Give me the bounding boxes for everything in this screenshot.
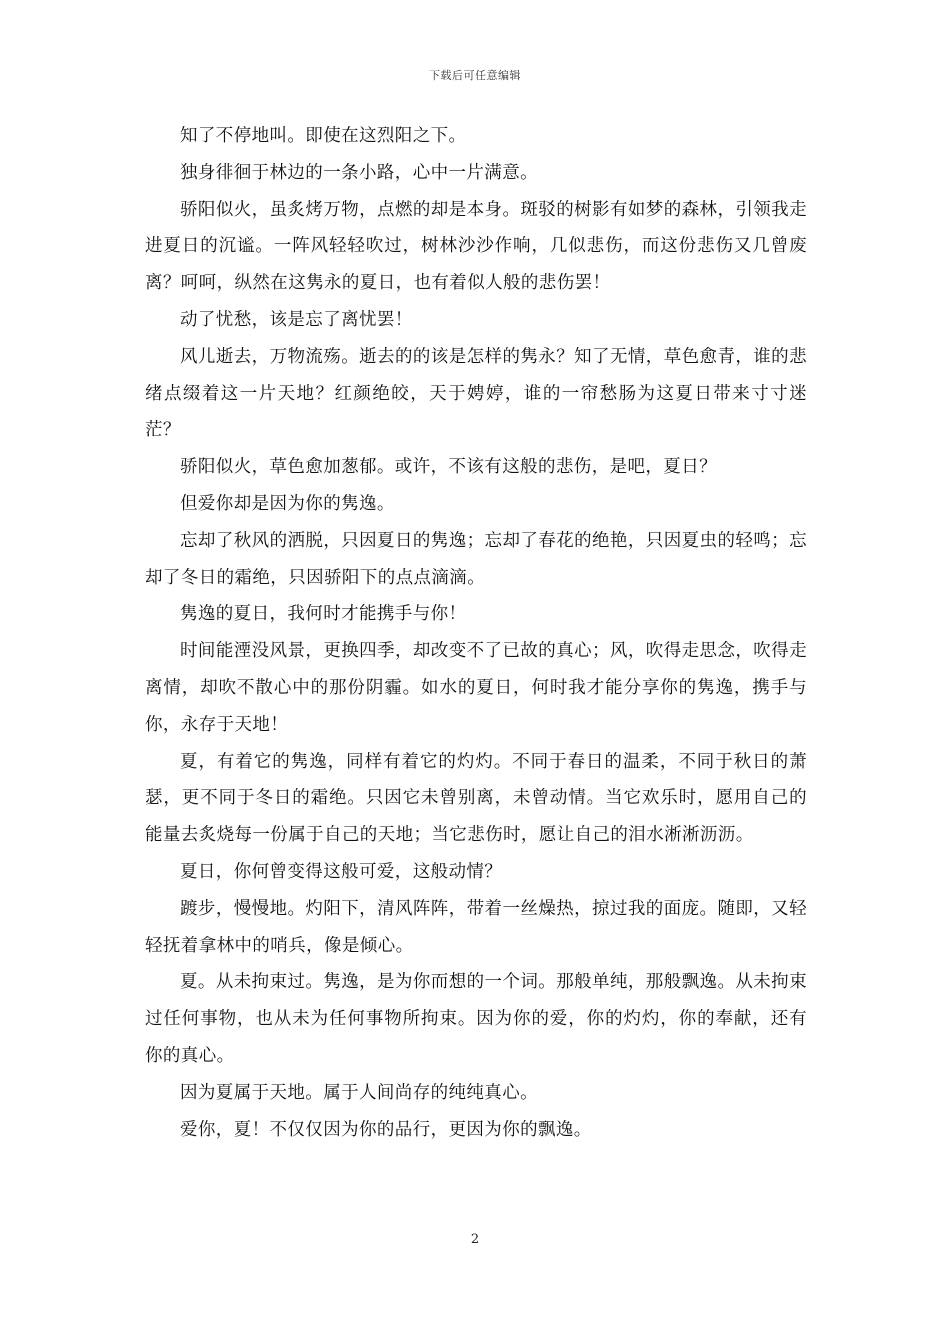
paragraph: 动了忧愁，该是忘了离忧罢！ [180, 309, 413, 330]
document-body [145, 118, 807, 1148]
page-number: 2 [470, 1232, 480, 1247]
paragraph: 夏，有着它的隽逸，同样有着它的灼灼。不同于春日的温柔，不同于秋日的萧瑟，更不同于冬日的霜绝。只因它未曾别离，未曾动情。当它欢乐时，愿用自己的能量去炙烧每一份属于自己的天地；当它悲伤时，愿让自己的泪水淅淅沥沥。 [145, 751, 807, 846]
paragraph: 踱步，慢慢地。灼阳下，清风阵阵，带着一丝燥热，掠过我的面庞。随即，又轻轻抚着拿林中的哨兵，像是倾心。 [145, 898, 807, 956]
paragraph: 忘却了秋风的洒脱，只因夏日的隽逸；忘却了春花的绝艳，只因夏虫的轻鸣；忘却了冬日的霜绝，只因骄阳下的点点滴滴。 [145, 530, 807, 588]
paragraph: 但爱你却是因为你的隽逸。 [180, 493, 395, 514]
paragraph: 时间能湮没风景，更换四季，却改变不了已故的真心；风，吹得走思念，吹得走离情，却吹不散心中的那份阴霾。如水的夏日，何时我才能分享你的隽逸，携手与你，永存于天地！ [145, 641, 807, 735]
paragraph: 因为夏属于天地。属于人间尚存的纯纯真心。 [180, 1082, 538, 1103]
paragraph: 骄阳似火，草色愈加葱郁。或许，不该有这般的悲伤，是吧，夏日？ [180, 457, 717, 478]
page-header: 下载后可任意编辑 [429, 69, 521, 82]
paragraph: 夏。从未拘束过。隽逸，是为你而想的一个词。那般单纯，那般飘逸。从未拘束过任何事物，也从未为任何事物所拘束。因为你的爱，你的灼灼，你的奉献，还有你的真心。 [145, 972, 807, 1066]
paragraph: 骄阳似火，虽炙烤万物，点燃的却是本身。斑驳的树影有如梦的森林，引领我走进夏日的沉谧。一阵风轻轻吹过，树林沙沙作响，几似悲伤，而这份悲伤又几曾废离？呵呵，纵然在这隽永的夏日，也有着似人般的悲伤罢！ [145, 199, 807, 294]
paragraph: 风儿逝去，万物流殇。逝去的的该是怎样的隽永？知了无情，草色愈青，谁的悲绪点缀着这一片天地？红颜绝皎，天于娉婷，谁的一帘愁肠为这夏日带来寸寸迷茫？ [145, 346, 807, 441]
paragraph: 隽逸的夏日，我何时才能携手与你！ [180, 604, 467, 625]
paragraph: 知了不停地叫。即使在这烈阳之下。 [180, 126, 467, 146]
paragraph: 独身徘徊于林边的一条小路，心中一片满意。 [180, 162, 538, 183]
paragraph: 爱你，夏！不仅仅因为你的品行，更因为你的飘逸。 [180, 1119, 592, 1140]
paragraph: 夏日，你何曾变得这般可爱，这般动情？ [180, 861, 503, 882]
